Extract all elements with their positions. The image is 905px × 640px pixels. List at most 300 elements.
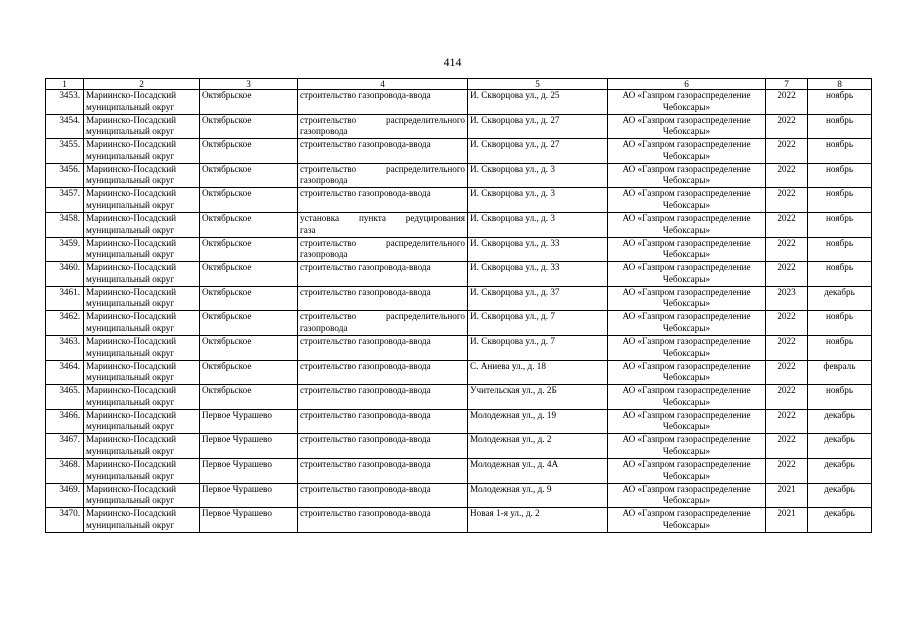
year-cell-line: 2021	[777, 483, 796, 494]
district-cell	[84, 237, 200, 262]
organization-cell-line: АО «Газпром газораспределение	[622, 434, 751, 445]
year-cell	[766, 335, 808, 360]
organization-cell	[608, 409, 766, 434]
row-number	[46, 139, 84, 164]
row-number-line: 3455.	[59, 139, 80, 150]
month-cell	[808, 508, 872, 533]
district-cell	[84, 188, 200, 213]
organization-cell-line: АО «Газпром газораспределение	[622, 286, 751, 297]
settlement-cell	[200, 262, 298, 287]
year-cell	[766, 311, 808, 336]
address-cell-line: И. Скворцова ул., д. 3	[470, 163, 555, 174]
table-row	[46, 360, 872, 385]
row-number	[46, 360, 84, 385]
settlement-cell	[200, 483, 298, 508]
settlement-cell	[200, 508, 298, 533]
organization-cell-line: Чебоксары»	[662, 126, 711, 137]
row-number	[46, 409, 84, 434]
work-cell	[298, 508, 468, 533]
row-number-line: 3460.	[59, 262, 80, 273]
work-cell	[298, 188, 468, 213]
row-number	[46, 434, 84, 459]
settlement-cell-line: Октябрьское	[202, 188, 252, 199]
organization-cell	[608, 139, 766, 164]
address-cell-line: И. Скворцова ул., д. 27	[470, 114, 560, 125]
row-number	[46, 114, 84, 139]
settlement-cell-line: Первое Чурашево	[202, 508, 272, 519]
address-cell	[468, 483, 608, 508]
year-cell-line: 2022	[777, 237, 796, 248]
district-cell-line: Мариинско-Посадский	[86, 163, 177, 174]
table-row	[46, 188, 872, 213]
row-number	[46, 458, 84, 483]
year-cell	[766, 385, 808, 410]
table-row	[46, 458, 872, 483]
month-cell	[808, 385, 872, 410]
year-cell-line: 2022	[777, 311, 796, 322]
month-cell	[808, 286, 872, 311]
address-cell-line: И. Скворцова ул., д. 33	[470, 237, 560, 248]
district-cell	[84, 508, 200, 533]
address-cell	[468, 335, 608, 360]
work-cell	[298, 262, 468, 287]
table-row	[46, 163, 872, 188]
address-cell	[468, 508, 608, 533]
settlement-cell-line: Октябрьское	[202, 90, 252, 100]
row-number-line: 3469.	[59, 483, 80, 494]
year-cell	[766, 114, 808, 139]
settlement-cell-line: Октябрьское	[202, 311, 252, 322]
table-row	[46, 409, 872, 434]
organization-cell	[608, 90, 766, 115]
work-cell	[298, 335, 468, 360]
district-cell-line: Мариинско-Посадский	[86, 90, 177, 100]
address-cell-line: Учительская ул., д. 2Б	[470, 385, 557, 396]
address-cell	[468, 262, 608, 287]
month-cell	[808, 458, 872, 483]
organization-cell-line: АО «Газпром газораспределение	[622, 114, 751, 125]
settlement-cell	[200, 385, 298, 410]
table-row	[46, 212, 872, 237]
district-cell-line: муниципальный округ	[86, 249, 175, 260]
address-cell	[468, 286, 608, 311]
settlement-cell	[200, 163, 298, 188]
row-number	[46, 483, 84, 508]
table-row	[46, 311, 872, 336]
month-cell-line: декабрь	[824, 483, 855, 494]
month-cell	[808, 163, 872, 188]
work-cell-line: строительство газопровода-ввода	[300, 458, 431, 469]
row-number	[46, 311, 84, 336]
row-number-line: 3457.	[59, 188, 80, 199]
settlement-cell	[200, 335, 298, 360]
district-cell-line: муниципальный округ	[86, 175, 175, 186]
address-cell	[468, 458, 608, 483]
settlement-cell	[200, 212, 298, 237]
year-cell	[766, 90, 808, 115]
organization-cell-line: АО «Газпром газораспределение	[622, 188, 751, 199]
settlement-cell	[200, 360, 298, 385]
district-cell-line: муниципальный округ	[86, 495, 175, 506]
district-cell	[84, 385, 200, 410]
column-header: 4	[298, 79, 468, 90]
address-cell	[468, 409, 608, 434]
table-body	[46, 90, 872, 533]
work-cell-line: строительство распределительного	[300, 114, 465, 125]
row-number-line: 3470.	[59, 508, 80, 519]
column-number-row	[46, 79, 872, 90]
district-cell	[84, 212, 200, 237]
row-number-line: 3462.	[59, 311, 80, 322]
work-cell	[298, 434, 468, 459]
work-cell	[298, 139, 468, 164]
district-cell	[84, 335, 200, 360]
settlement-cell	[200, 311, 298, 336]
row-number-line: 3453.	[59, 90, 80, 100]
address-cell-line: И. Скворцова ул., д. 25	[470, 90, 560, 100]
month-cell	[808, 188, 872, 213]
month-cell	[808, 409, 872, 434]
row-number	[46, 188, 84, 213]
district-cell	[84, 483, 200, 508]
settlement-cell-line: Октябрьское	[202, 262, 252, 273]
district-cell-line: муниципальный округ	[86, 322, 175, 333]
district-cell-line: Мариинско-Посадский	[86, 508, 177, 519]
organization-cell-line: Чебоксары»	[662, 101, 711, 112]
organization-cell-line: Чебоксары»	[662, 322, 711, 333]
address-cell	[468, 212, 608, 237]
row-number-line: 3467.	[59, 434, 80, 445]
table-row	[46, 286, 872, 311]
organization-cell	[608, 360, 766, 385]
settlement-cell-line: Первое Чурашево	[202, 458, 272, 469]
year-cell	[766, 286, 808, 311]
year-cell-line: 2023	[777, 286, 796, 297]
organization-cell	[608, 163, 766, 188]
row-number	[46, 262, 84, 287]
month-cell-line: ноябрь	[825, 212, 854, 223]
settlement-cell	[200, 434, 298, 459]
row-number	[46, 212, 84, 237]
district-cell	[84, 114, 200, 139]
organization-cell-line: Чебоксары»	[662, 421, 711, 432]
district-cell	[84, 262, 200, 287]
month-cell	[808, 360, 872, 385]
district-cell-line: Мариинско-Посадский	[86, 212, 177, 223]
settlement-cell	[200, 139, 298, 164]
table-row	[46, 139, 872, 164]
work-cell-line: газопровода	[300, 126, 348, 137]
district-cell	[84, 458, 200, 483]
work-cell-line: строительство газопровода-ввода	[300, 385, 431, 396]
organization-cell-line: АО «Газпром газораспределение	[622, 163, 751, 174]
organization-cell-line: АО «Газпром газораспределение	[622, 311, 751, 322]
organization-cell-line: Чебоксары»	[662, 249, 711, 260]
district-cell-line: Мариинско-Посадский	[86, 458, 177, 469]
work-cell	[298, 286, 468, 311]
table-row	[46, 434, 872, 459]
organization-cell-line: Чебоксары»	[662, 224, 711, 235]
settlement-cell-line: Октябрьское	[202, 360, 252, 371]
month-cell	[808, 139, 872, 164]
settlement-cell	[200, 114, 298, 139]
row-number-line: 3466.	[59, 409, 80, 420]
year-cell-line: 2022	[777, 434, 796, 445]
district-cell	[84, 311, 200, 336]
row-number	[46, 335, 84, 360]
work-cell-line: строительство газопровода-ввода	[300, 483, 431, 494]
work-cell-line: газопровода	[300, 249, 348, 260]
column-header: 1	[46, 79, 84, 90]
organization-cell-line: Чебоксары»	[662, 495, 711, 506]
settlement-cell-line: Первое Чурашево	[202, 483, 272, 494]
year-cell-line: 2021	[777, 508, 796, 519]
organization-cell-line: АО «Газпром газораспределение	[622, 385, 751, 396]
organization-cell	[608, 335, 766, 360]
settlement-cell	[200, 409, 298, 434]
district-cell-line: муниципальный округ	[86, 150, 175, 161]
work-cell-line: газа	[300, 224, 316, 235]
row-number	[46, 90, 84, 115]
month-cell	[808, 212, 872, 237]
month-cell-line: ноябрь	[825, 237, 854, 248]
year-cell-line: 2022	[777, 385, 796, 396]
month-cell-line: декабрь	[824, 286, 855, 297]
settlement-cell-line: Октябрьское	[202, 163, 252, 174]
month-cell-line: декабрь	[824, 409, 855, 420]
address-cell-line: Молодежная ул., д. 19	[470, 409, 557, 420]
month-cell-line: ноябрь	[825, 114, 854, 125]
month-cell-line: ноябрь	[825, 262, 854, 273]
year-cell	[766, 188, 808, 213]
work-cell-line: строительство распределительного	[300, 237, 465, 248]
organization-cell-line: Чебоксары»	[662, 519, 711, 530]
address-cell	[468, 114, 608, 139]
table-row	[46, 385, 872, 410]
year-cell-line: 2022	[777, 458, 796, 469]
district-cell-line: муниципальный округ	[86, 101, 175, 112]
district-cell-line: Мариинско-Посадский	[86, 286, 177, 297]
gasification-table	[45, 78, 872, 533]
address-cell-line: И. Скворцова ул., д. 7	[470, 311, 555, 322]
settlement-cell-line: Октябрьское	[202, 114, 252, 125]
table-row	[46, 508, 872, 533]
row-number-line: 3465.	[59, 385, 80, 396]
settlement-cell-line: Первое Чурашево	[202, 434, 272, 445]
month-cell	[808, 237, 872, 262]
district-cell	[84, 90, 200, 115]
settlement-cell	[200, 237, 298, 262]
address-cell-line: Молодежная ул., д. 4А	[470, 458, 559, 469]
row-number	[46, 163, 84, 188]
month-cell-line: ноябрь	[825, 163, 854, 174]
address-cell-line: И. Скворцова ул., д. 7	[470, 335, 555, 346]
district-cell-line: муниципальный округ	[86, 273, 175, 284]
district-cell-line: Мариинско-Посадский	[86, 188, 177, 199]
organization-cell	[608, 483, 766, 508]
district-cell-line: Мариинско-Посадский	[86, 335, 177, 346]
organization-cell-line: АО «Газпром газораспределение	[622, 262, 751, 273]
settlement-cell	[200, 90, 298, 115]
address-cell	[468, 90, 608, 115]
work-cell-line: строительство газопровода-ввода	[300, 188, 431, 199]
address-cell	[468, 188, 608, 213]
district-cell-line: Мариинско-Посадский	[86, 237, 177, 248]
year-cell-line: 2022	[777, 262, 796, 273]
organization-cell-line: Чебоксары»	[662, 273, 711, 284]
work-cell-line: строительство газопровода-ввода	[300, 409, 431, 420]
work-cell-line: строительство газопровода-ввода	[300, 90, 431, 100]
address-cell-line: И. Скворцова ул., д. 37	[470, 286, 560, 297]
address-cell	[468, 139, 608, 164]
year-cell	[766, 409, 808, 434]
work-cell-line: строительство газопровода-ввода	[300, 360, 431, 371]
year-cell-line: 2022	[777, 409, 796, 420]
district-cell-line: муниципальный округ	[86, 519, 175, 530]
settlement-cell	[200, 458, 298, 483]
address-cell-line: Молодежная ул., д. 9	[470, 483, 552, 494]
organization-cell	[608, 262, 766, 287]
month-cell-line: ноябрь	[825, 188, 854, 199]
row-number	[46, 385, 84, 410]
year-cell-line: 2022	[777, 90, 796, 100]
district-cell-line: муниципальный округ	[86, 421, 175, 432]
month-cell-line: декабрь	[824, 434, 855, 445]
organization-cell-line: АО «Газпром газораспределение	[622, 139, 751, 150]
organization-cell-line: АО «Газпром газораспределение	[622, 508, 751, 519]
organization-cell-line: Чебоксары»	[662, 372, 711, 383]
table-row	[46, 262, 872, 287]
month-cell	[808, 335, 872, 360]
settlement-cell-line: Октябрьское	[202, 335, 252, 346]
address-cell-line: И. Скворцова ул., д. 33	[470, 262, 560, 273]
district-cell	[84, 409, 200, 434]
table-row	[46, 114, 872, 139]
district-cell-line: муниципальный округ	[86, 224, 175, 235]
column-header: 7	[766, 79, 808, 90]
organization-cell	[608, 114, 766, 139]
year-cell-line: 2022	[777, 139, 796, 150]
year-cell	[766, 483, 808, 508]
organization-cell-line: АО «Газпром газораспределение	[622, 237, 751, 248]
address-cell-line: С. Аниева ул., д. 18	[470, 360, 546, 371]
district-cell-line: муниципальный округ	[86, 470, 175, 481]
settlement-cell-line: Октябрьское	[202, 237, 252, 248]
month-cell	[808, 434, 872, 459]
district-cell-line: муниципальный округ	[86, 199, 175, 210]
month-cell	[808, 483, 872, 508]
address-cell	[468, 434, 608, 459]
work-cell	[298, 212, 468, 237]
organization-cell	[608, 212, 766, 237]
organization-cell	[608, 188, 766, 213]
work-cell	[298, 237, 468, 262]
organization-cell	[608, 311, 766, 336]
district-cell-line: Мариинско-Посадский	[86, 483, 177, 494]
year-cell	[766, 508, 808, 533]
row-number-line: 3459.	[59, 237, 80, 248]
work-cell	[298, 458, 468, 483]
organization-cell-line: Чебоксары»	[662, 199, 711, 210]
month-cell	[808, 114, 872, 139]
month-cell	[808, 262, 872, 287]
column-header: 6	[608, 79, 766, 90]
table-row	[46, 237, 872, 262]
district-cell	[84, 139, 200, 164]
work-cell-line: строительство газопровода-ввода	[300, 139, 431, 150]
organization-cell	[608, 237, 766, 262]
district-cell-line: муниципальный округ	[86, 445, 175, 456]
address-cell-line: Новая 1-я ул., д. 2	[470, 508, 540, 519]
settlement-cell-line: Октябрьское	[202, 212, 252, 223]
year-cell-line: 2022	[777, 335, 796, 346]
organization-cell	[608, 385, 766, 410]
work-cell	[298, 311, 468, 336]
settlement-cell-line: Октябрьское	[202, 286, 252, 297]
work-cell	[298, 163, 468, 188]
month-cell-line: ноябрь	[825, 90, 854, 100]
organization-cell-line: Чебоксары»	[662, 175, 711, 186]
table-row	[46, 335, 872, 360]
table-row	[46, 90, 872, 115]
address-cell-line: Молодежная ул., д. 2	[470, 434, 552, 445]
organization-cell-line: АО «Газпром газораспределение	[622, 90, 751, 100]
column-header: 5	[468, 79, 608, 90]
work-cell-line: установка пункта редуцирования	[300, 212, 465, 223]
year-cell-line: 2022	[777, 114, 796, 125]
row-number-line: 3463.	[59, 335, 80, 346]
organization-cell-line: АО «Газпром газораспределение	[622, 483, 751, 494]
year-cell	[766, 237, 808, 262]
organization-cell-line: АО «Газпром газораспределение	[622, 409, 751, 420]
work-cell	[298, 483, 468, 508]
district-cell-line: муниципальный округ	[86, 298, 175, 309]
organization-cell	[608, 458, 766, 483]
work-cell-line: газопровода	[300, 322, 348, 333]
district-cell-line: муниципальный округ	[86, 372, 175, 383]
district-cell-line: Мариинско-Посадский	[86, 409, 177, 420]
year-cell	[766, 212, 808, 237]
address-cell	[468, 237, 608, 262]
work-cell	[298, 90, 468, 115]
address-cell	[468, 360, 608, 385]
month-cell-line: февраль	[823, 360, 856, 371]
work-cell	[298, 114, 468, 139]
month-cell-line: ноябрь	[825, 385, 854, 396]
page-number: 414	[443, 55, 462, 69]
row-number-line: 3454.	[59, 114, 80, 125]
month-cell-line: ноябрь	[825, 139, 854, 150]
row-number	[46, 286, 84, 311]
organization-cell-line: Чебоксары»	[662, 445, 711, 456]
month-cell-line: ноябрь	[825, 335, 854, 346]
district-cell-line: Мариинско-Посадский	[86, 434, 177, 445]
organization-cell-line: АО «Газпром газораспределение	[622, 335, 751, 346]
address-cell	[468, 385, 608, 410]
organization-cell-line: Чебоксары»	[662, 298, 711, 309]
work-cell-line: строительство распределительного	[300, 163, 465, 174]
district-cell	[84, 360, 200, 385]
month-cell-line: ноябрь	[825, 311, 854, 322]
organization-cell-line: Чебоксары»	[662, 347, 711, 358]
settlement-cell-line: Первое Чурашево	[202, 409, 272, 420]
year-cell	[766, 139, 808, 164]
row-number-line: 3456.	[59, 163, 80, 174]
organization-cell-line: Чебоксары»	[662, 396, 711, 407]
year-cell	[766, 262, 808, 287]
work-cell-line: строительство газопровода-ввода	[300, 434, 431, 445]
year-cell-line: 2022	[777, 163, 796, 174]
